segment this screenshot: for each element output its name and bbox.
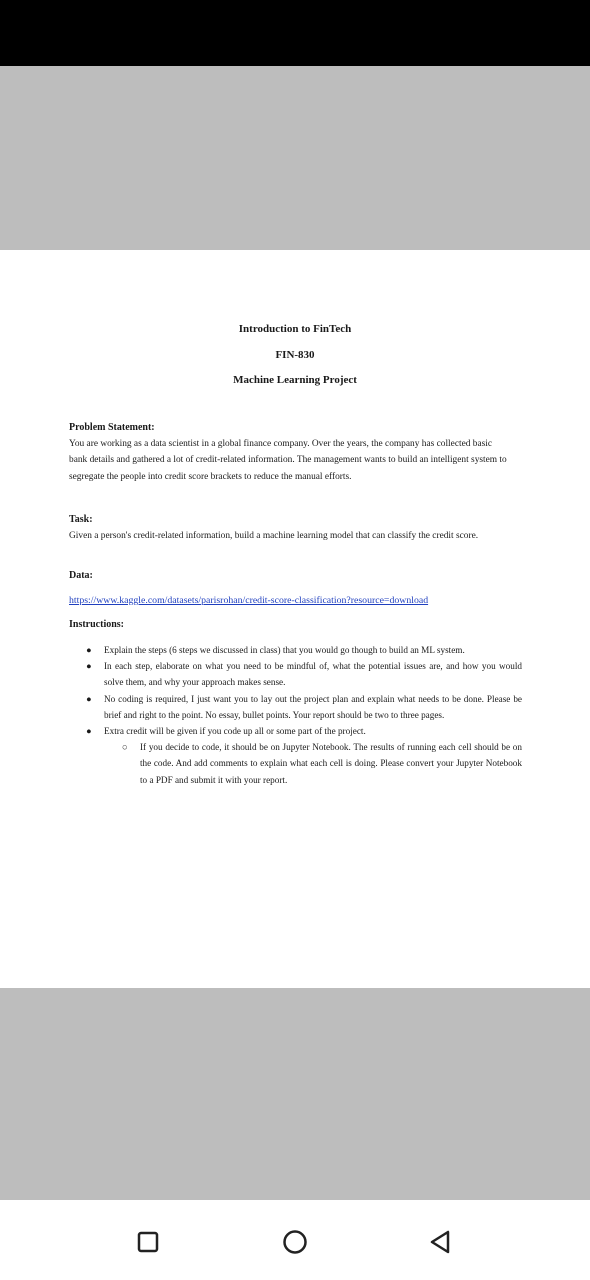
sub-list (122, 739, 522, 788)
problem-heading: Problem Statement: (69, 422, 155, 433)
home-button[interactable] (281, 1228, 309, 1256)
list-item: ○ If you decide to code, it should be on Jupyter Notebook. The results of running each cell should be on the code. And add comments to explain what each cell is doing. Please convert your Jupyter Notebook to a PDF and submit it with your report. (122, 739, 522, 788)
triangle-back-icon (428, 1229, 454, 1255)
document-page (0, 250, 590, 988)
square-icon (137, 1231, 159, 1253)
problem-text: You are working as a data scientist in a global finance company. Over the years, the company has collected basic bank details and gathered a lot of credit-related information. The management wants to build an intelligent system to segregate the people into credit score brackets to reduce the manual efforts. (69, 439, 507, 482)
list-item: ● No coding is required, I just want you to lay out the project plan and explain what needs to be done. Please be brief and right to the point. No essay, bullet points. Your report should be two to three pages. (86, 691, 522, 723)
instructions-list (86, 642, 522, 788)
bullet-icon: ● (86, 726, 92, 737)
task-heading: Task: (69, 514, 93, 525)
viewer-background-bottom (0, 988, 590, 1200)
instructions-heading: Instructions: (69, 619, 125, 630)
data-heading: Data: (69, 570, 93, 581)
back-button[interactable] (427, 1228, 455, 1256)
recents-button[interactable] (134, 1228, 162, 1256)
list-item: ● In each step, elaborate on what you need to be mindful of, what the potential issues are, and how you would solve them, and why your approach makes sense. (86, 658, 522, 690)
dataset-link[interactable]: https://www.kaggle.com/datasets/parisrohan/credit-score-classification?resource=download (69, 595, 429, 606)
bullet-icon: ● (86, 645, 92, 655)
task-text: Given a person's credit-related information, build a machine learning model that can classify the credit score. (69, 531, 479, 541)
list-item: ● Extra credit will be given if you code up all or some part of the project. ○ If you decide to code, it should be on Jupyter Notebook. The results of running each cell should be on the code. And add comments to explain what each cell is doing. Please convert your Jupyter Notebook to a PDF and submit it with your report. (86, 723, 522, 788)
list-item: ● Explain the steps (6 steps we discussed in class) that you would go though to build an ML system. (86, 642, 522, 658)
status-bar (0, 0, 590, 66)
sub-bullet-icon: ○ (122, 742, 128, 753)
project-title: Machine Learning Project (233, 374, 357, 386)
bullet-icon: ● (86, 693, 92, 704)
doc-title: Introduction to FinTech (238, 323, 352, 335)
circle-icon (282, 1229, 308, 1255)
bullet-icon: ● (86, 661, 92, 672)
navigation-bar (0, 1200, 590, 1280)
viewer-background-top (0, 66, 590, 250)
course-code: FIN-830 (275, 349, 315, 361)
